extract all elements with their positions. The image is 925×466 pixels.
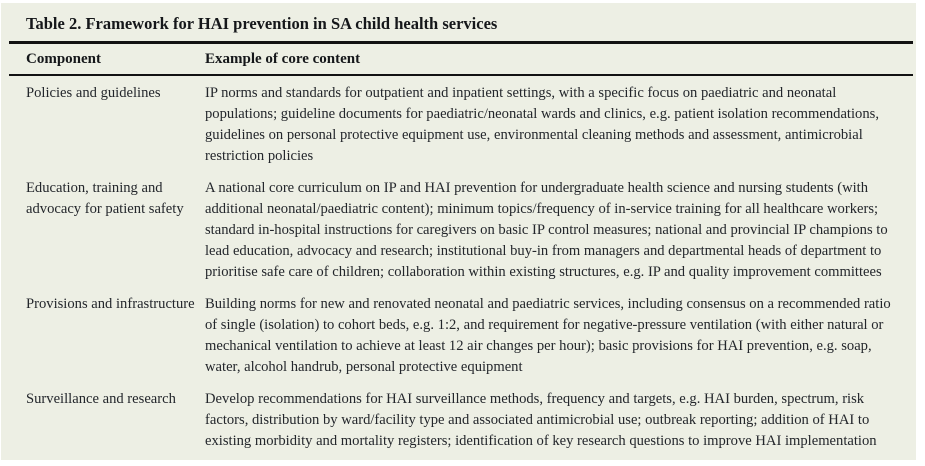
content-cell: Building norms for new and renovated neonatal and paediatric services, including consensus on a recommended ratio of single (isolation) to cohort beds, e.g. 1:2, and requirement for negative-pressure ventilation (with either natural or mechanical ventilation to achieve at least 12 air changes per hour); basic provisions for HAI prevention, e.g. soap, water, alcohol handrub, personal protective equipment: [205, 296, 891, 375]
content-cell: A national core curriculum on IP and HAI prevention for undergraduate health science and nursing students (with additional neonatal/paediatric content); minimum topics/frequency of in-service training for all healthcare workers; standard in-hospital instructions for caregivers on basic IP control measures; national and provincial IP champions to lead education, advocacy and research; institutional buy-in from managers and departmental heads of department to prioritise safe care of children; collaboration within existing structures, e.g. IP and quality improvement committees: [205, 180, 888, 280]
content-cell: IP norms and standards for outpatient and inpatient settings, with a specific focus on paediatric and neonatal populations; guideline documents for paediatric/neonatal wards and clinics, e.g. patient isolation recommendations, guidelines on personal protective equipment use, environmental cleaning methods and assessment, antimicrobial restriction policies: [205, 85, 879, 164]
table-row: [26, 83, 916, 167]
table-row: [26, 389, 916, 452]
component-cell: Policies and guidelines: [26, 85, 161, 101]
table-body: [26, 76, 916, 452]
table-row: [26, 294, 916, 378]
column-header-content: Example of core content: [205, 51, 361, 67]
component-cell: Education, training and advocacy for patient safety: [26, 180, 184, 217]
column-header-component: Component: [26, 51, 102, 67]
table-panel: [1, 3, 916, 460]
content-cell: Develop recommendations for HAI surveillance methods, frequency and targets, e.g. HAI burden, spectrum, risk factors, distribution by ward/facility type and associated antimicrobial use; outbreak reporting; addition of HAI to existing morbidity and mortality registers; identification of key research questions to improve HAI implementation: [205, 391, 877, 449]
table-header-row: [26, 44, 916, 74]
component-cell: Surveillance and research: [26, 391, 176, 407]
component-cell: Provisions and infrastructure: [26, 296, 195, 312]
table-row: [26, 178, 916, 283]
table-title: Table 2. Framework for HAI prevention in SA child health services: [26, 14, 498, 33]
